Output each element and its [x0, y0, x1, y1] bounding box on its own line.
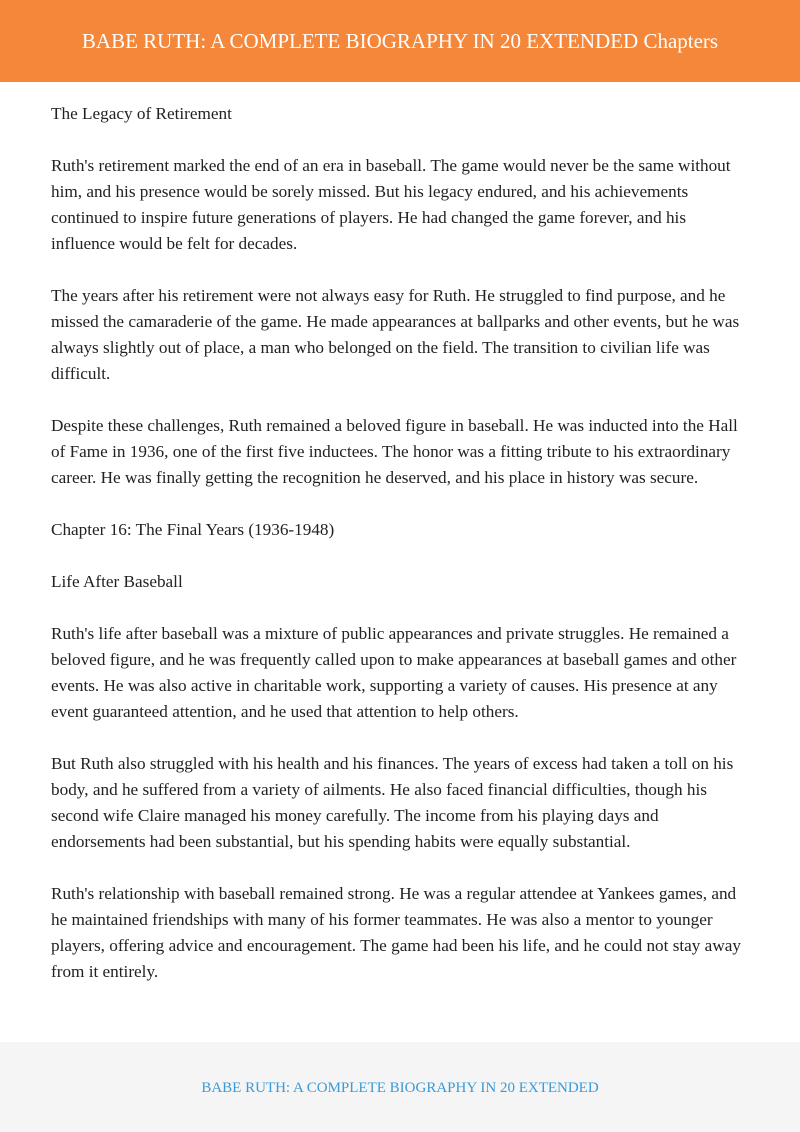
page-header — [0, 0, 800, 82]
paragraph-health-finances: But Ruth also struggled with his health and his finances. The years of excess had taken a toll on his body, and he suffered from a variety of ailments. He also faced financial difficulties, though his second wife Claire managed his money carefully. The income from his playing days and endorsements had been substantial, but his spending habits were equally substantial. — [51, 754, 734, 851]
book-title: BABE RUTH: A COMPLETE BIOGRAPHY IN 20 EXTENDED Chapters — [81, 28, 719, 53]
chapter-heading: Chapter 16: The Final Years (1936-1948) — [51, 520, 335, 539]
paragraph-retirement-era: Ruth's retirement marked the end of an era in baseball. The game would never be the same without him, and his presence would be sorely missed. But his legacy endured, and his achievements continued to inspire future generations of players. He had changed the game forever, and his influence would be felt for decades. — [51, 156, 731, 253]
footer-title: BABE RUTH: A COMPLETE BIOGRAPHY IN 20 EXTENDED — [201, 1079, 599, 1096]
page-content — [51, 101, 751, 1011]
section-heading-life-after: Life After Baseball — [51, 572, 183, 591]
paragraph-years-after: The years after his retirement were not always easy for Ruth. He struggled to find purpose, and he missed the camaraderie of the game. He made appearances at ballparks and other events, but he was always slightly out of place, a man who belonged on the field. The transition to civilian life was difficult. — [51, 286, 740, 383]
page-footer — [0, 1042, 800, 1132]
section-heading-legacy: The Legacy of Retirement — [51, 104, 232, 123]
paragraph-hall-of-fame: Despite these challenges, Ruth remained a beloved figure in baseball. He was inducted into the Hall of Fame in 1936, one of the first five inductees. The honor was a fitting tribute to his extraordinary career. He was finally getting the recognition he deserved, and his place in history was secure. — [51, 416, 738, 487]
paragraph-relationship-baseball: Ruth's relationship with baseball remained strong. He was a regular attendee at Yankees games, and he maintained friendships with many of his former teammates. He was also a mentor to younger players, offering advice and encouragement. The game had been his life, and he could not stay away from it entirely. — [51, 884, 741, 981]
paragraph-public-appearances: Ruth's life after baseball was a mixture of public appearances and private struggles. He remained a beloved figure, and he was frequently called upon to make appearances at baseball games and other events. He was also active in charitable work, supporting a variety of causes. His presence at any event guaranteed attention, and he used that attention to help others. — [51, 624, 737, 721]
